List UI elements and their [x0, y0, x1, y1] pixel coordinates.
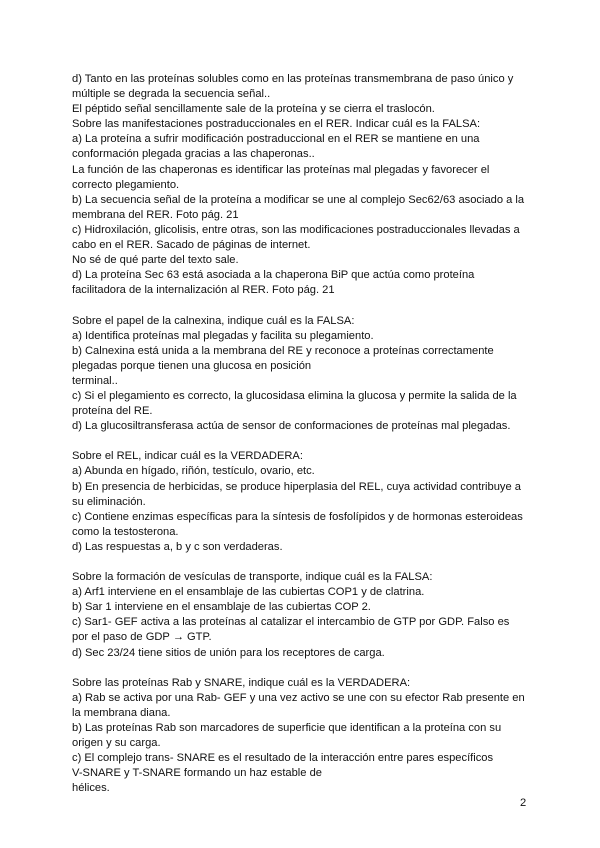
text-line: No sé de qué parte del texto sale.	[72, 254, 239, 267]
paragraph-gap	[72, 661, 530, 676]
text-line: c) Contiene enzimas específicas para la síntesis de fosfolípidos y de hormonas esteroideas	[72, 510, 523, 523]
text-line: como la testosterona.	[72, 525, 179, 538]
question-block	[72, 676, 530, 797]
text-line: a) Identifica proteínas mal plegadas y facilita su plegamiento.	[72, 329, 374, 342]
text-line: b) En presencia de herbicidas, se produce hiperplasia del REL, cuya actividad contribuye a	[72, 480, 521, 493]
text-line: múltiple se degrada la secuencia señal..	[72, 88, 271, 101]
text-line: c) Hidroxilación, glicolisis, entre otras, son las modificaciones postraduccionales llevadas a	[72, 223, 520, 236]
text-line: Sobre la formación de vesículas de transporte, indique cuál es la FALSA:	[72, 571, 433, 584]
text-line: d) La glucosiltransferasa actúa de sensor de conformaciones de proteínas mal plegadas.	[72, 420, 511, 433]
text-line: su eliminación.	[72, 495, 146, 508]
text-line: Sobre el papel de la calnexina, indique cuál es la FALSA:	[72, 314, 355, 327]
text-line: b) Sar 1 interviene en el ensamblaje de las cubiertas COP 2.	[72, 601, 371, 614]
text-line: correcto plegamiento.	[72, 178, 180, 191]
text-line: a) Arf1 interviene en el ensamblaje de las cubiertas COP1 y de clatrina.	[72, 586, 425, 599]
text-line: d) Sec 23/24 tiene sitios de unión para los receptores de carga.	[72, 646, 385, 659]
text-line: Sobre el REL, indicar cuál es la VERDADERA:	[72, 450, 303, 463]
text-line: hélices.	[72, 782, 110, 795]
text-line: d) Tanto en las proteínas solubles como en las proteínas transmembrana de paso único y	[72, 73, 514, 85]
text-line: la membrana diana.	[72, 706, 171, 719]
question-block	[72, 314, 530, 435]
page-number: 2	[520, 797, 527, 809]
text-line: d) Las respuestas a, b y c son verdaderas.	[72, 540, 283, 553]
page-content	[72, 72, 530, 797]
text-line: plegadas porque tienen una glucosa en posición	[72, 359, 312, 372]
text-line: c) Sar1- GEF activa a las proteínas al catalizar el intercambio de GTP por GDP. Falso es	[72, 616, 510, 629]
text-line: V-SNARE y T-SNARE formando un haz estable de	[72, 767, 322, 780]
text-line: membrana del RER. Foto pág. 21	[72, 208, 239, 221]
question-block	[72, 72, 530, 298]
text-line: facilitadora de la internalización al RER. Foto pág. 21	[72, 284, 335, 297]
text-line: por el paso de GDP → GTP.	[72, 631, 212, 644]
paragraph-gap	[72, 298, 530, 313]
text-line: c) Si el plegamiento es correcto, la glucosidasa elimina la glucosa y permite la salida de la	[72, 389, 517, 402]
text-line: Sobre las manifestaciones postraduccionales en el RER. Indicar cuál es la FALSA:	[72, 118, 481, 131]
paragraph-gap	[72, 434, 530, 449]
text-line: a) La proteína a sufrir modificación postraduccional en el RER se mantiene en una	[72, 133, 480, 146]
text-line: conformación plegada gracias a las chaperonas..	[72, 148, 315, 161]
text-line: b) Las proteínas Rab son marcadores de superficie que identifican a la proteína con su	[72, 722, 502, 735]
question-block	[72, 449, 530, 555]
text-line: a) Rab se activa por una Rab- GEF y una vez activo se une con su efector Rab presente en	[72, 691, 525, 704]
text-line: proteína del RE.	[72, 405, 153, 418]
text-line: cabo en el RER. Sacado de páginas de internet.	[72, 239, 311, 252]
text-line: d) La proteína Sec 63 está asociada a la chaperona BiP que actúa como proteína	[72, 269, 475, 282]
text-line: La función de las chaperonas es identificar las proteínas mal plegadas y favorecer el	[72, 163, 490, 176]
text-line: a) Abunda en hígado, riñón, testículo, ovario, etc.	[72, 465, 315, 478]
paragraph-gap	[72, 555, 530, 570]
text-line: El péptido señal sencillamente sale de la proteína y se cierra el traslocón.	[72, 103, 435, 116]
text-line: terminal..	[72, 374, 118, 387]
text-line: b) La secuencia señal de la proteína a modificar se une al complejo Sec62/63 asociado a la	[72, 193, 525, 206]
text-line: b) Calnexina está unida a la membrana del RE y reconoce a proteínas correctamente	[72, 344, 494, 357]
question-block	[72, 570, 530, 661]
text-line: origen y su carga.	[72, 737, 161, 750]
text-line: Sobre las proteínas Rab y SNARE, indique cuál es la VERDADERA:	[72, 676, 411, 689]
text-line: c) El complejo trans- SNARE es el resultado de la interacción entre pares específicos	[72, 752, 494, 765]
